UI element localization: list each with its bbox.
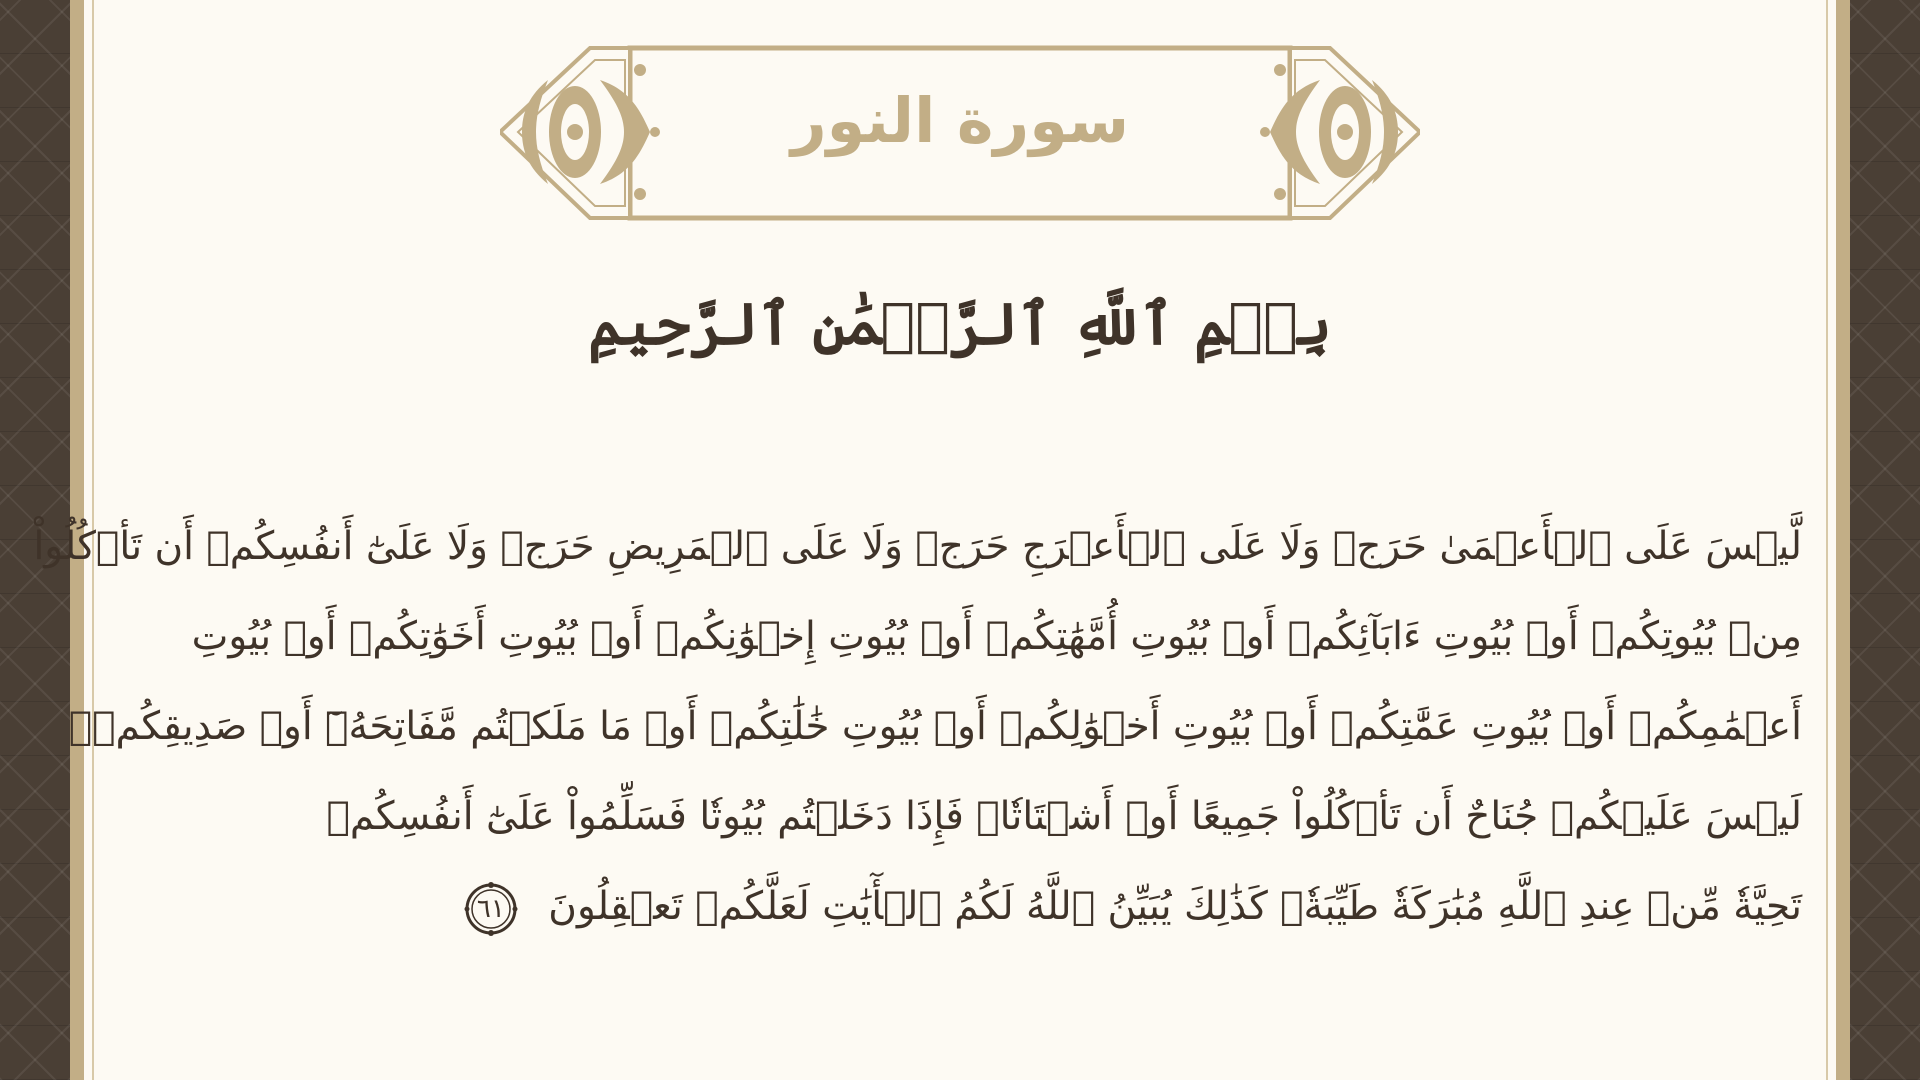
- basmala: بِسۡمِ ٱللَّهِ ٱلرَّحۡمَٰنِ ٱلرَّحِيمِ: [588, 290, 1332, 358]
- verse-line-last: [102, 872, 1802, 962]
- verse-line: أَعۡمَٰمِكُمۡ أَوۡ بُيُوتِ عَمَّٰتِكُمۡ أَوۡ بُيُوتِ أَخۡوَٰلِكُمۡ أَوۡ بُيُوتِ خَٰلَٰتِكُمۡ أَوۡ مَا مَلَكۡتُم مَّفَاتِحَهُۥٓ أَوۡ صَدِيقِكُمۡۚ: [68, 704, 1802, 749]
- right-gold-frame-inner: [1826, 0, 1828, 1080]
- surah-title: سورة النور: [790, 84, 1130, 157]
- verse-line-text: تَحِيَّةٗ مِّنۡ عِندِ ٱللَّهِ مُبَٰرَكَةٗ طَيِّبَةٗۚ كَذَٰلِكَ يُبَيِّنُ ٱللَّهُ لَكُمُ ٱلۡأٓيَٰتِ لَعَلَّكُمۡ تَعۡقِلُونَ: [548, 884, 1802, 929]
- verse-line: لَيۡسَ عَلَيۡكُمۡ جُنَاحٌ أَن تَأۡكُلُواْ جَمِيعًا أَوۡ أَشۡتَاتٗاۚ فَإِذَا دَخَلۡتُم بُيُوتٗا فَسَلِّمُواْ عَلَىٰٓ أَنفُسِكُمۡ: [326, 794, 1802, 839]
- right-ornamental-border: [1850, 0, 1920, 1080]
- verse-line: مِنۢ بُيُوتِكُمۡ أَوۡ بُيُوتِ ءَابَآئِكُمۡ أَوۡ بُيُوتِ أُمَّهَٰتِكُمۡ أَوۡ بُيُوتِ إِخۡوَٰنِكُمۡ أَوۡ بُيُوتِ أَخَوَٰتِكُمۡ أَوۡ بُيُوتِ: [191, 614, 1802, 659]
- ayah-end-marker: [464, 882, 518, 936]
- verse-text: [33, 512, 1802, 962]
- right-gold-frame: [1836, 0, 1850, 1080]
- ayah-number: ٦١: [476, 893, 505, 924]
- verse-line: لَّيۡسَ عَلَى ٱلۡأَعۡمَىٰ حَرَجٞ وَلَا عَلَى ٱلۡأَعۡرَجِ حَرَجٞ وَلَا عَلَى ٱلۡمَرِيضِ حَرَجٞ وَلَا عَلَىٰٓ أَنفُسِكُمۡ أَن تَأۡكُلُواْ: [33, 524, 1802, 569]
- surah-title-cartouche: [500, 40, 1420, 225]
